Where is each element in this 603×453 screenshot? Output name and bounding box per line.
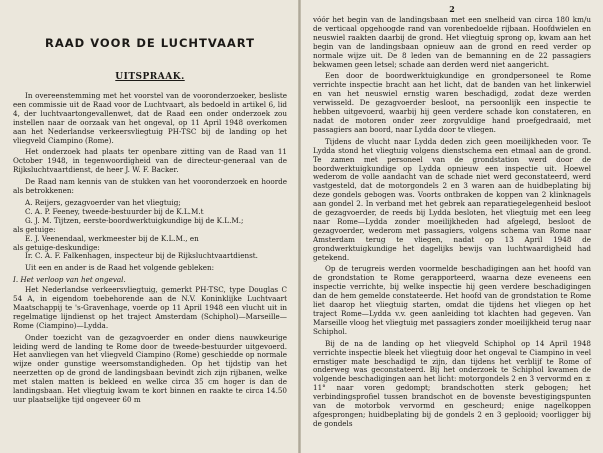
- person-role: als getuige:: [13, 224, 56, 234]
- person-item: A. Reijers, gezagvoerder van het vliegtuig;: [25, 197, 181, 207]
- person-item: G. J. M. Tijtzen, eerste-boordwerktuigkundige bij de K.L.M.;: [25, 215, 244, 225]
- paragraph-5: Bij de na de landing op het vliegveld Schiphol op 14 April 1948 verrichte inspectie bleek het vliegtuig door het ongeval te Ciampino in veel ernstiger mate beschadigd te zijn, dan tijdens het verblijf te Rome of onderweg was geconstateerd. Bij het onderzoek te Schiphol kwamen de volgende beschadigingen aan het licht: motorgondels 2 en 3 vervormd en ± 11° naar voren gedompt; brandschotten sterk gebogen; het verbindingsprofiel tussen brandschot en de bovenste bevestigingspunten van de motorbok vervormd en gescheurd; enige nagelkoppen afgesprongen; huidbeplating bij de gondels 2 en 3 geplooid; voorligger bij de gondels: [313, 338, 591, 428]
- verdict-heading: UITSPRAAK.: [115, 72, 185, 82]
- section-heading: I. Het verloop van het ongeval.: [13, 275, 126, 285]
- page-number: 2: [449, 4, 455, 14]
- hearing-paragraph: Het onderzoek had plaats ter openbare zitting van de Raad van 11 October 1948, in tegenwoordigheid van de directeur-generaal van de Rijksluchtvaartdienst, de heer J. W. F. Backer.: [13, 147, 287, 175]
- considered-paragraph: Uit een en ander is de Raad het volgende gebleken:: [25, 263, 215, 273]
- section-paragraph-2: Onder toezicht van de gezagvoerder en onder diens nauwkeurige leiding werd de landing te Rome door de tweede-bestuurder uitgevoerd. Het aanvliegen van het vliegveld Ciampino (Rome) geschiedde op normale wijze onder gunstige weersomstandigheden. Op het tijdstip van het neerzetten op de grond de landingsbaan bevindt zich zijn rijbanen, welke met stalen matten is bekleed en welke circa 35 cm hoger is dan de landingsbaan. Het vliegtuig kwam te kort binnen en raakte te circa 14.50 uur plaatselijke tijd ongeveer 60 m: [13, 332, 287, 404]
- paragraph-2: Een door de boordwerktuigkundige en grondpersoneel te Rome verrichte inspectie bracht aan het licht, dat de banden van het linkerwiel en van het neuswiel ernstig waren beschadigd, zodat deze werden verwisseld. De gezagvoerder besloot, na persoonlijk een inspectie te hebben uitgevoerd, waarbij hij geen verdere schade kon constateren, en nadat de motoren onder zeer zorgvuldige hand proefgedraaid, met passagiers aan boord, naar Lydda door te vliegen.: [313, 71, 591, 134]
- left-page: [0, 0, 298, 453]
- paragraph-3: Tijdens de vlucht naar Lydda deden zich geen moeilijkheden voor. Te Lydda stond het vliegtuig volgens dienstschema een etmaal aan de grond. Te zamen met personeel van de grondstation werd door de boordwerktuigkundige op Lydda opnieuw een inspectie uit. Hoewel wederom de volle aandacht van de schade niet werd geconstateerd, werd vastgesteld, dat de motorgondels 2 en 3 waren aan de huidbeplating bij deze gondels gebogen was. Voorts ontbraken de koppen van 2 klinknagels aan gondel 2. In verband met het gebrek aan reparatiegelegenheid besloot de gezagvoerder, de reeds bij Lydda besloten, het vliegtuig met een leeg naar Rome—Lydda zonder moeilijkheden had afgelegd, besloot de gezagvoerder, wederom met passagiers, volgens schema van Rome naar Amsterdam terug te vliegen, nadat op 13 April 1948 de grondwerktuigkundige het dagelijks bewijs van luchtwaardigheid had getekend.: [313, 136, 591, 262]
- person-item: C. A. P. Feeney, tweede-bestuurder bij de K.L.M.t: [25, 206, 204, 216]
- persons-list: [13, 199, 287, 261]
- knowledge-paragraph: De Raad nam kennis van de stukken van het vooronderzoek en hoorde als betrokkenen:: [13, 177, 287, 196]
- paragraph-4: Op de terugreis werden voormelde beschadigingen aan het hoofd van de grondstation te Rome gerapporteerd, waarna deze eveneens een inspectie verrichte, bij welke inspectie hij geen verdere beschadigingen dan de hem gemelde constateerde. Het hoofd van de grondstation te Rome liet daarop het vliegtuig starten, omdat die tijdens het vliegen op het traject Rome—Lydda v.v. geen aanleiding tot klachten had gegeven. Van Marseille vloog het vliegtuig met passagiers zonder moeilijkheid terug naar Schiphol.: [313, 264, 591, 336]
- right-page: [301, 0, 603, 453]
- document-title: RAAD VOOR DE LUCHTVAART: [45, 36, 255, 50]
- person-item: Ir. C. A. F. Falkenhagen, inspecteur bij de Rijksluchtvaartdienst.: [25, 251, 258, 261]
- intro-paragraph: In overeenstemming met het voorstel van de vooronderzoeker, besliste een commissie uit de Raad voor de Luchtvaart, als bedoeld in artikel 6, lid 4, der luchtvaartongevallenwet, dat de Raad een onder onderzoek zou instellen naar de oorzaak van het ongeval, op 11 April 1948 overkomen aan het Nederlandse verkeersvliegtuig PH-TSC bij de landing op het vliegveld Ciampino (Rome).: [13, 91, 287, 145]
- person-role: als getuige-deskundige:: [13, 242, 100, 252]
- paragraph-1: vóór het begin van de landingsbaan met een snelheid van circa 180 km/u de verticaal opgehoogde rand van vorenbedoelde rijbaan. Hoofdwielen en neuswiel raakten daarbij de grond. Het vliegtuig sprong op, kwam aan het begin van de landingsbaan opnieuw aan de grond en reed verder op normale wijze uit. De 8 leden van de bemanning en de 22 passagiers bekwamen geen letsel; schade aan derden werd niet aangericht.: [313, 15, 591, 69]
- section-paragraph: Het Nederlandse verkeersvliegtuig, gemerkt PH-TSC, type Douglas C 54 A, in eigendom toebehorende aan de N.V. Koninklijke Luchtvaart Maatschappij te 's-Gravenhage, voerde op 11 April 1948 een vlucht uit in regelmatige lijndienst op het traject Amsterdam (Schiphol)—Marseille—Rome (Ciampino)—Lydda.: [13, 285, 287, 330]
- person-item: E. J. Veenendaal, werkmeester bij de K.L.M., en: [25, 233, 199, 243]
